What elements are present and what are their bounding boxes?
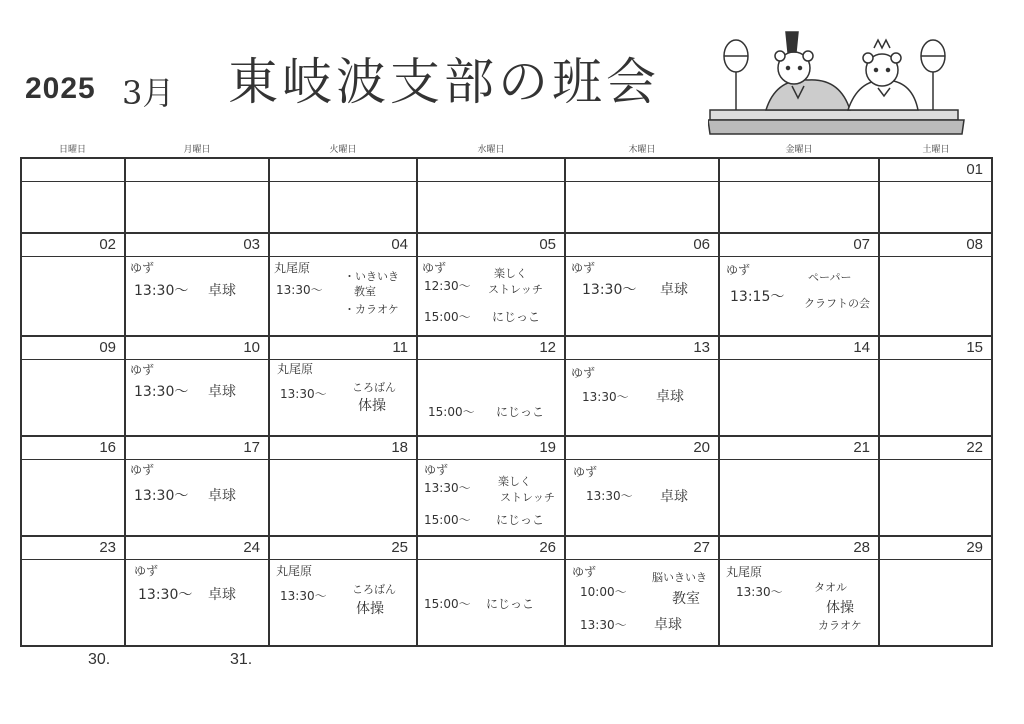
event-time: 10:00～ xyxy=(580,585,627,599)
date-number: 01 xyxy=(966,161,983,178)
event-time: 15:00～ xyxy=(424,597,471,611)
date-number: 17 xyxy=(243,439,260,456)
date-number: 03 xyxy=(243,236,260,253)
event-time: 13:30～ xyxy=(134,488,189,504)
date-number: 11 xyxy=(392,339,408,356)
event-activity: にじっこ xyxy=(496,513,545,527)
event-time: 13:30～ xyxy=(276,283,323,297)
event-time: 13:30～ xyxy=(134,384,189,400)
event-location: 丸尾原 xyxy=(726,565,763,579)
date-number: 13 xyxy=(693,339,710,356)
event-activity: 楽しく xyxy=(498,475,531,488)
event-location: 丸尾原 xyxy=(277,362,314,376)
event-time: 13:30～ xyxy=(280,387,327,401)
date-number: 25 xyxy=(391,539,408,556)
event-time: 15:00～ xyxy=(428,405,475,419)
event-activity: ころばん xyxy=(352,381,396,394)
event-activity: 卓球 xyxy=(660,489,688,505)
date-number: 23 xyxy=(99,539,116,556)
event-activity: 卓球 xyxy=(208,587,236,603)
date-number: 15 xyxy=(966,339,983,356)
page-title: 東岐波支部の班会 xyxy=(228,53,660,111)
event-activity: 教室 xyxy=(354,285,376,298)
event-activity: 卓球 xyxy=(656,389,684,405)
event-activity: 卓球 xyxy=(208,488,236,504)
extra-date-31: 31. xyxy=(230,651,253,668)
event-activity: ころばん xyxy=(352,583,396,596)
event-activity: ストレッチ xyxy=(488,283,543,296)
event-time: 13:30～ xyxy=(424,481,471,495)
event-location: 丸尾原 xyxy=(276,564,313,578)
event-time: 13:30～ xyxy=(582,390,629,404)
event-location: ゆず xyxy=(572,565,597,579)
date-number: 02 xyxy=(99,236,116,253)
date-number: 16 xyxy=(99,439,116,456)
date-number: 22 xyxy=(966,439,983,456)
event-location: ゆず xyxy=(130,363,155,377)
weekday-fri: 金曜日 xyxy=(785,145,813,155)
event-activity: タオル xyxy=(814,581,847,594)
event-time: 13:15～ xyxy=(730,289,785,305)
event-activity: 卓球 xyxy=(660,282,688,298)
event-activity: にじっこ xyxy=(496,405,545,419)
event-time: 15:00～ xyxy=(424,310,471,324)
weekday-sun: 日曜日 xyxy=(58,145,86,155)
date-number: 08 xyxy=(966,236,983,253)
date-number: 14 xyxy=(853,339,870,356)
event-activity: 脳いきいき xyxy=(652,571,707,584)
event-time: 13:30～ xyxy=(134,283,189,299)
event-activity: ペーパー xyxy=(808,271,852,284)
event-activity: ストレッチ xyxy=(500,491,555,504)
event-location: ゆず xyxy=(130,463,155,477)
event-location: ゆず xyxy=(726,263,751,277)
event-activity: 楽しく xyxy=(494,267,527,280)
date-number: 10 xyxy=(243,339,260,356)
date-number: 12 xyxy=(539,339,556,356)
weekday-mon: 月曜日 xyxy=(183,145,211,155)
event-activity: カラオケ xyxy=(818,619,862,632)
hina-dolls-illustration xyxy=(708,18,966,140)
event-activity: 体操 xyxy=(826,600,854,616)
date-number: 09 xyxy=(99,339,116,356)
calendar-month: 3月 xyxy=(122,74,175,112)
event-activity: 卓球 xyxy=(654,617,682,633)
event-location: ゆず xyxy=(422,261,447,275)
event-time: 13:30～ xyxy=(138,587,193,603)
extra-date-30: 30. xyxy=(88,651,111,668)
date-number: 20 xyxy=(693,439,710,456)
event-activity: 体操 xyxy=(358,398,386,414)
date-number: 06 xyxy=(693,236,710,253)
weekday-sat: 土曜日 xyxy=(922,145,950,155)
event-time: 15:00～ xyxy=(424,513,471,527)
event-activity: ・カラオケ xyxy=(344,303,399,316)
event-location: ゆず xyxy=(424,463,449,477)
event-time: 13:30～ xyxy=(736,585,783,599)
date-number: 27 xyxy=(693,539,710,556)
event-time: 13:30～ xyxy=(582,282,637,298)
calendar-year: 2025 xyxy=(25,72,96,105)
event-time: 12:30～ xyxy=(424,279,471,293)
date-number: 21 xyxy=(853,439,870,456)
date-number: 19 xyxy=(539,439,556,456)
date-number: 28 xyxy=(853,539,870,556)
event-location: ゆず xyxy=(573,465,598,479)
event-activity: 卓球 xyxy=(208,384,236,400)
date-number: 24 xyxy=(243,539,260,556)
date-number: 18 xyxy=(391,439,408,456)
event-activity: にじっこ xyxy=(492,310,541,324)
weekday-wed: 水曜日 xyxy=(477,145,505,155)
event-activity: 体操 xyxy=(356,601,384,617)
date-number: 05 xyxy=(539,236,556,253)
event-location: ゆず xyxy=(130,261,155,275)
event-time: 13:30～ xyxy=(586,489,633,503)
event-location: ゆず xyxy=(134,564,159,578)
weekday-tue: 火曜日 xyxy=(329,145,357,155)
weekday-thu: 木曜日 xyxy=(628,145,656,155)
event-activity: ・いきいき xyxy=(344,270,399,283)
event-time: 13:30～ xyxy=(580,618,627,632)
event-time: 13:30～ xyxy=(280,589,327,603)
date-number: 07 xyxy=(853,236,870,253)
event-location: ゆず xyxy=(571,261,596,275)
event-activity: 卓球 xyxy=(208,283,236,299)
event-location: ゆず xyxy=(571,366,596,380)
date-number: 04 xyxy=(391,236,408,253)
event-location: 丸尾原 xyxy=(274,261,311,275)
event-activity: にじっこ xyxy=(486,597,535,611)
date-number: 29 xyxy=(966,539,983,556)
event-activity: クラフトの会 xyxy=(804,297,870,310)
date-number: 26 xyxy=(539,539,556,556)
event-activity: 教室 xyxy=(672,591,700,607)
